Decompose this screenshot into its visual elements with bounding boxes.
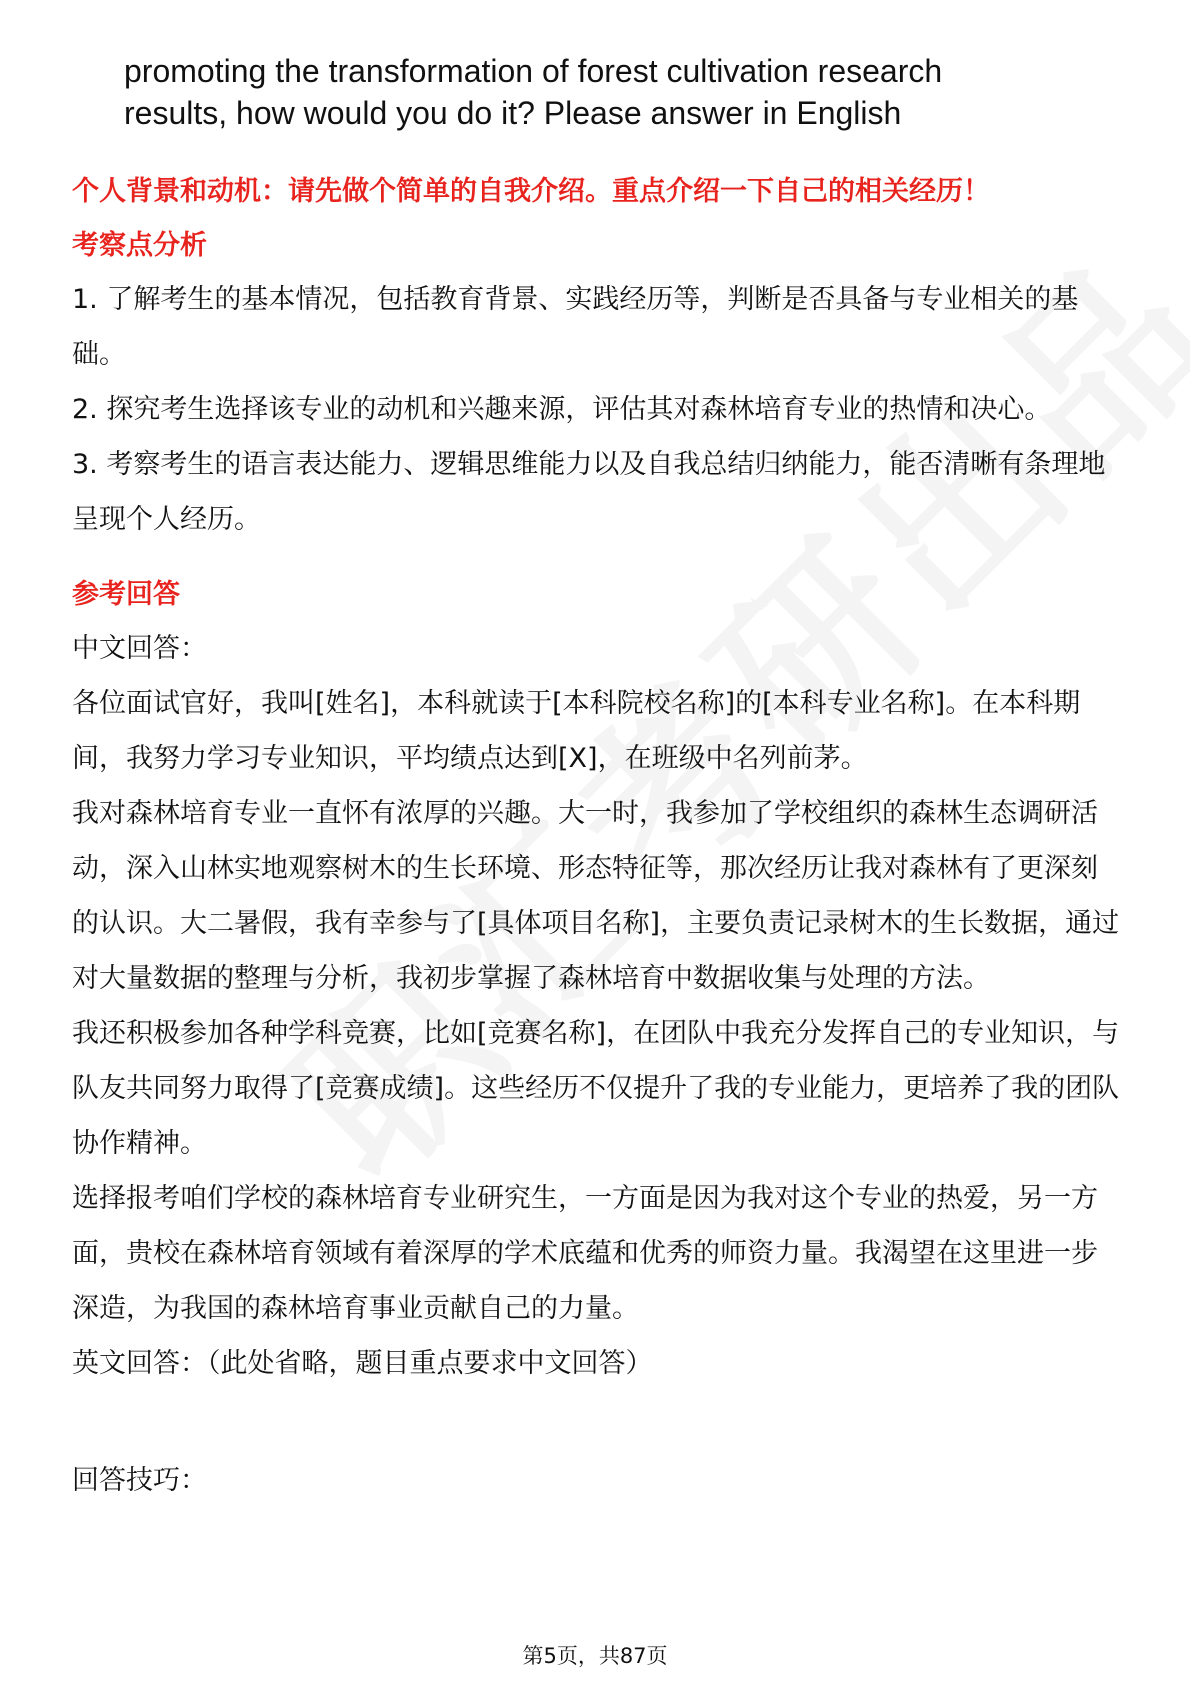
chinese-answer-label: 中文回答： [72,633,207,664]
page-number-footer: 第5页，共87页 [522,1644,668,1668]
answer-paragraph-1: 各位面试官好，我叫[姓名]，本科就读于[本科院校名称]的[本科专业名称]。在本科期间，我努力学习专业知识，平均绩点达到[X]，在班级中名列前茅。 [72,688,1081,774]
analysis-item-2: 2. 探究考生选择该专业的动机和兴趣来源，评估其对森林培育专业的热情和决心。 [72,394,1052,425]
answer-heading: 参考回答 [72,579,180,610]
question-tail [124,50,1124,134]
question-tail-line-2: results, how would you do it? Please answer in English [124,95,902,131]
analysis-item-3: 3. 考察考生的语言表达能力、逻辑思维能力以及自我总结归纳能力，能否清晰有条理地呈现个人经历。 [72,449,1106,535]
english-answer-label: 英文回答：（此处省略，题目重点要求中文回答） [72,1348,653,1379]
analysis-item-1: 1. 了解考生的基本情况，包括教育背景、实践经历等，判断是否具备与专业相关的基础。 [72,284,1079,370]
answer-paragraph-4: 选择报考咱们学校的森林培育专业研究生，一方面是因为我对这个专业的热爱，另一方面，贵校在森林培育领域有着深厚的学术底蕴和优秀的师资力量。我渴望在这里进一步深造，为我国的森林培育事业贡献自己的力量。 [72,1183,1098,1324]
analysis-heading: 考察点分析 [72,230,207,261]
answer-paragraph-2: 我对森林培育专业一直怀有浓厚的兴趣。大一时，我参加了学校组织的森林生态调研活动，深入山林实地观察树木的生长环境、形态特征等，那次经历让我对森林有了更深刻的认识。大二暑假，我有幸参与了[具体项目名称]，主要负责记录树木的生长数据，通过对大量数据的整理与分析，我初步掌握了森林培育中数据收集与处理的方法。 [72,798,1120,994]
answer-paragraph-3: 我还积极参加各种学科竞赛，比如[竞赛名称]，在团队中我充分发挥自己的专业知识，与队友共同努力取得了[竞赛成绩]。这些经历不仅提升了我的专业能力，更培养了我的团队协作精神。 [72,1018,1120,1159]
question-tail-line-1: promoting the transformation of forest cultivation research [124,53,943,89]
question-title: 个人背景和动机：请先做个简单的自我介绍。重点介绍一下自己的相关经历！ [72,176,990,207]
page-content [72,172,1122,1508]
answer-tips-label: 回答技巧： [72,1465,207,1496]
